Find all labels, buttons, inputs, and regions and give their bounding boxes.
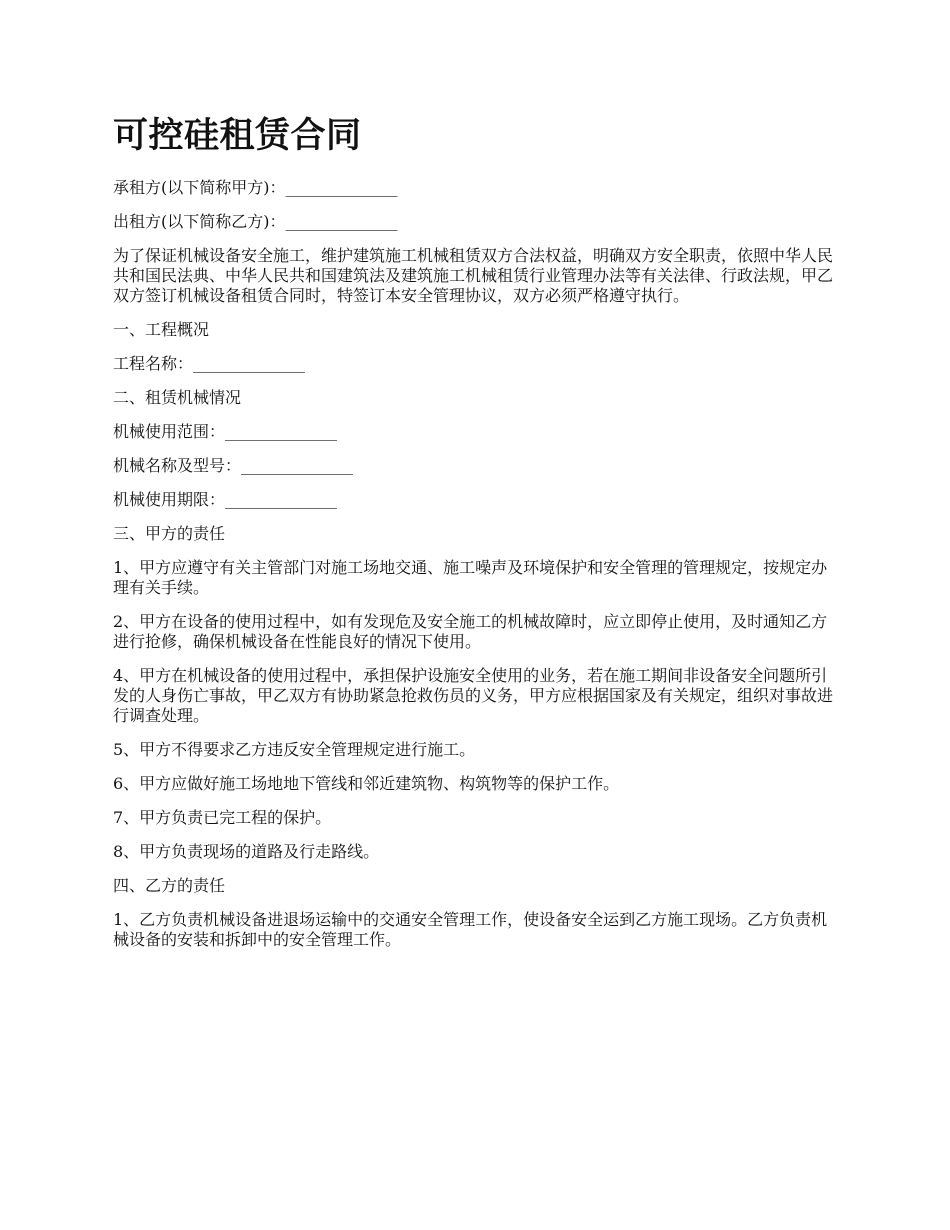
party-b-clause: 1、乙方负责机械设备进退场运输中的交通安全管理工作，使设备安全运到乙方施工现场。乙方负责机械设备的安装和拆卸中的安全管理工作。 bbox=[113, 910, 828, 949]
party-a-clause: 5、甲方不得要求乙方违反安全管理规定进行施工。 bbox=[113, 740, 476, 759]
preamble-paragraph: 为了保证机械设备安全施工，维护建筑施工机械租赁双方合法权益，明确双方安全职责，依照中华人民共和国民法典、中华人民共和国建筑法及建筑施工机械租赁行业管理办法等有关法律、行政法规，甲乙双方签订机械设备租赁合同时，特签订本安全管理协议，双方必须严格遵守执行。 bbox=[113, 246, 834, 305]
party-a-clause: 4、甲方在机械设备的使用过程中，承担保护设施安全使用的业务，若在施工期间非设备安全问题所引发的人身伤亡事故，甲乙双方有协助紧急抢救伤员的义务，甲方应根据国家及有关规定，组织对事故进行调查处理。 bbox=[113, 666, 834, 725]
party-a-clause: 8、甲方负责现场的道路及行走路线。 bbox=[113, 842, 380, 861]
lessee-line: 承租方(以下简称甲方)：______________ bbox=[113, 178, 398, 197]
party-a-clause: 6、甲方应做好施工场地地下管线和邻近建筑物、构筑物等的保护工作。 bbox=[113, 774, 620, 793]
section-heading-project-overview: 一、工程概况 bbox=[113, 320, 210, 339]
party-a-clause: 7、甲方负责已完工程的保护。 bbox=[113, 808, 332, 827]
party-a-clause: 1、甲方应遵守有关主管部门对施工场地交通、施工噪声及环境保护和安全管理的管理规定，按规定办理有关手续。 bbox=[113, 558, 828, 597]
document-title: 可控硅租赁合同 bbox=[113, 115, 362, 156]
project-name-line: 工程名称：______________ bbox=[113, 354, 306, 373]
section-heading-party-b: 四、乙方的责任 bbox=[113, 876, 226, 895]
section-heading-machinery: 二、租赁机械情况 bbox=[113, 388, 242, 407]
document-page bbox=[113, 112, 843, 964]
machinery-scope-line: 机械使用范围：______________ bbox=[113, 422, 338, 441]
machinery-period-line: 机械使用期限：______________ bbox=[113, 490, 338, 509]
machinery-model-line: 机械名称及型号：______________ bbox=[113, 456, 354, 475]
party-a-clause: 2、甲方在设备的使用过程中，如有发现危及安全施工的机械故障时，应立即停止使用，及时通知乙方进行抢修，确保机械设备在性能良好的情况下使用。 bbox=[113, 612, 828, 651]
section-heading-party-a: 三、甲方的责任 bbox=[113, 524, 226, 543]
lessor-line: 出租方(以下简称乙方)：______________ bbox=[113, 212, 398, 231]
